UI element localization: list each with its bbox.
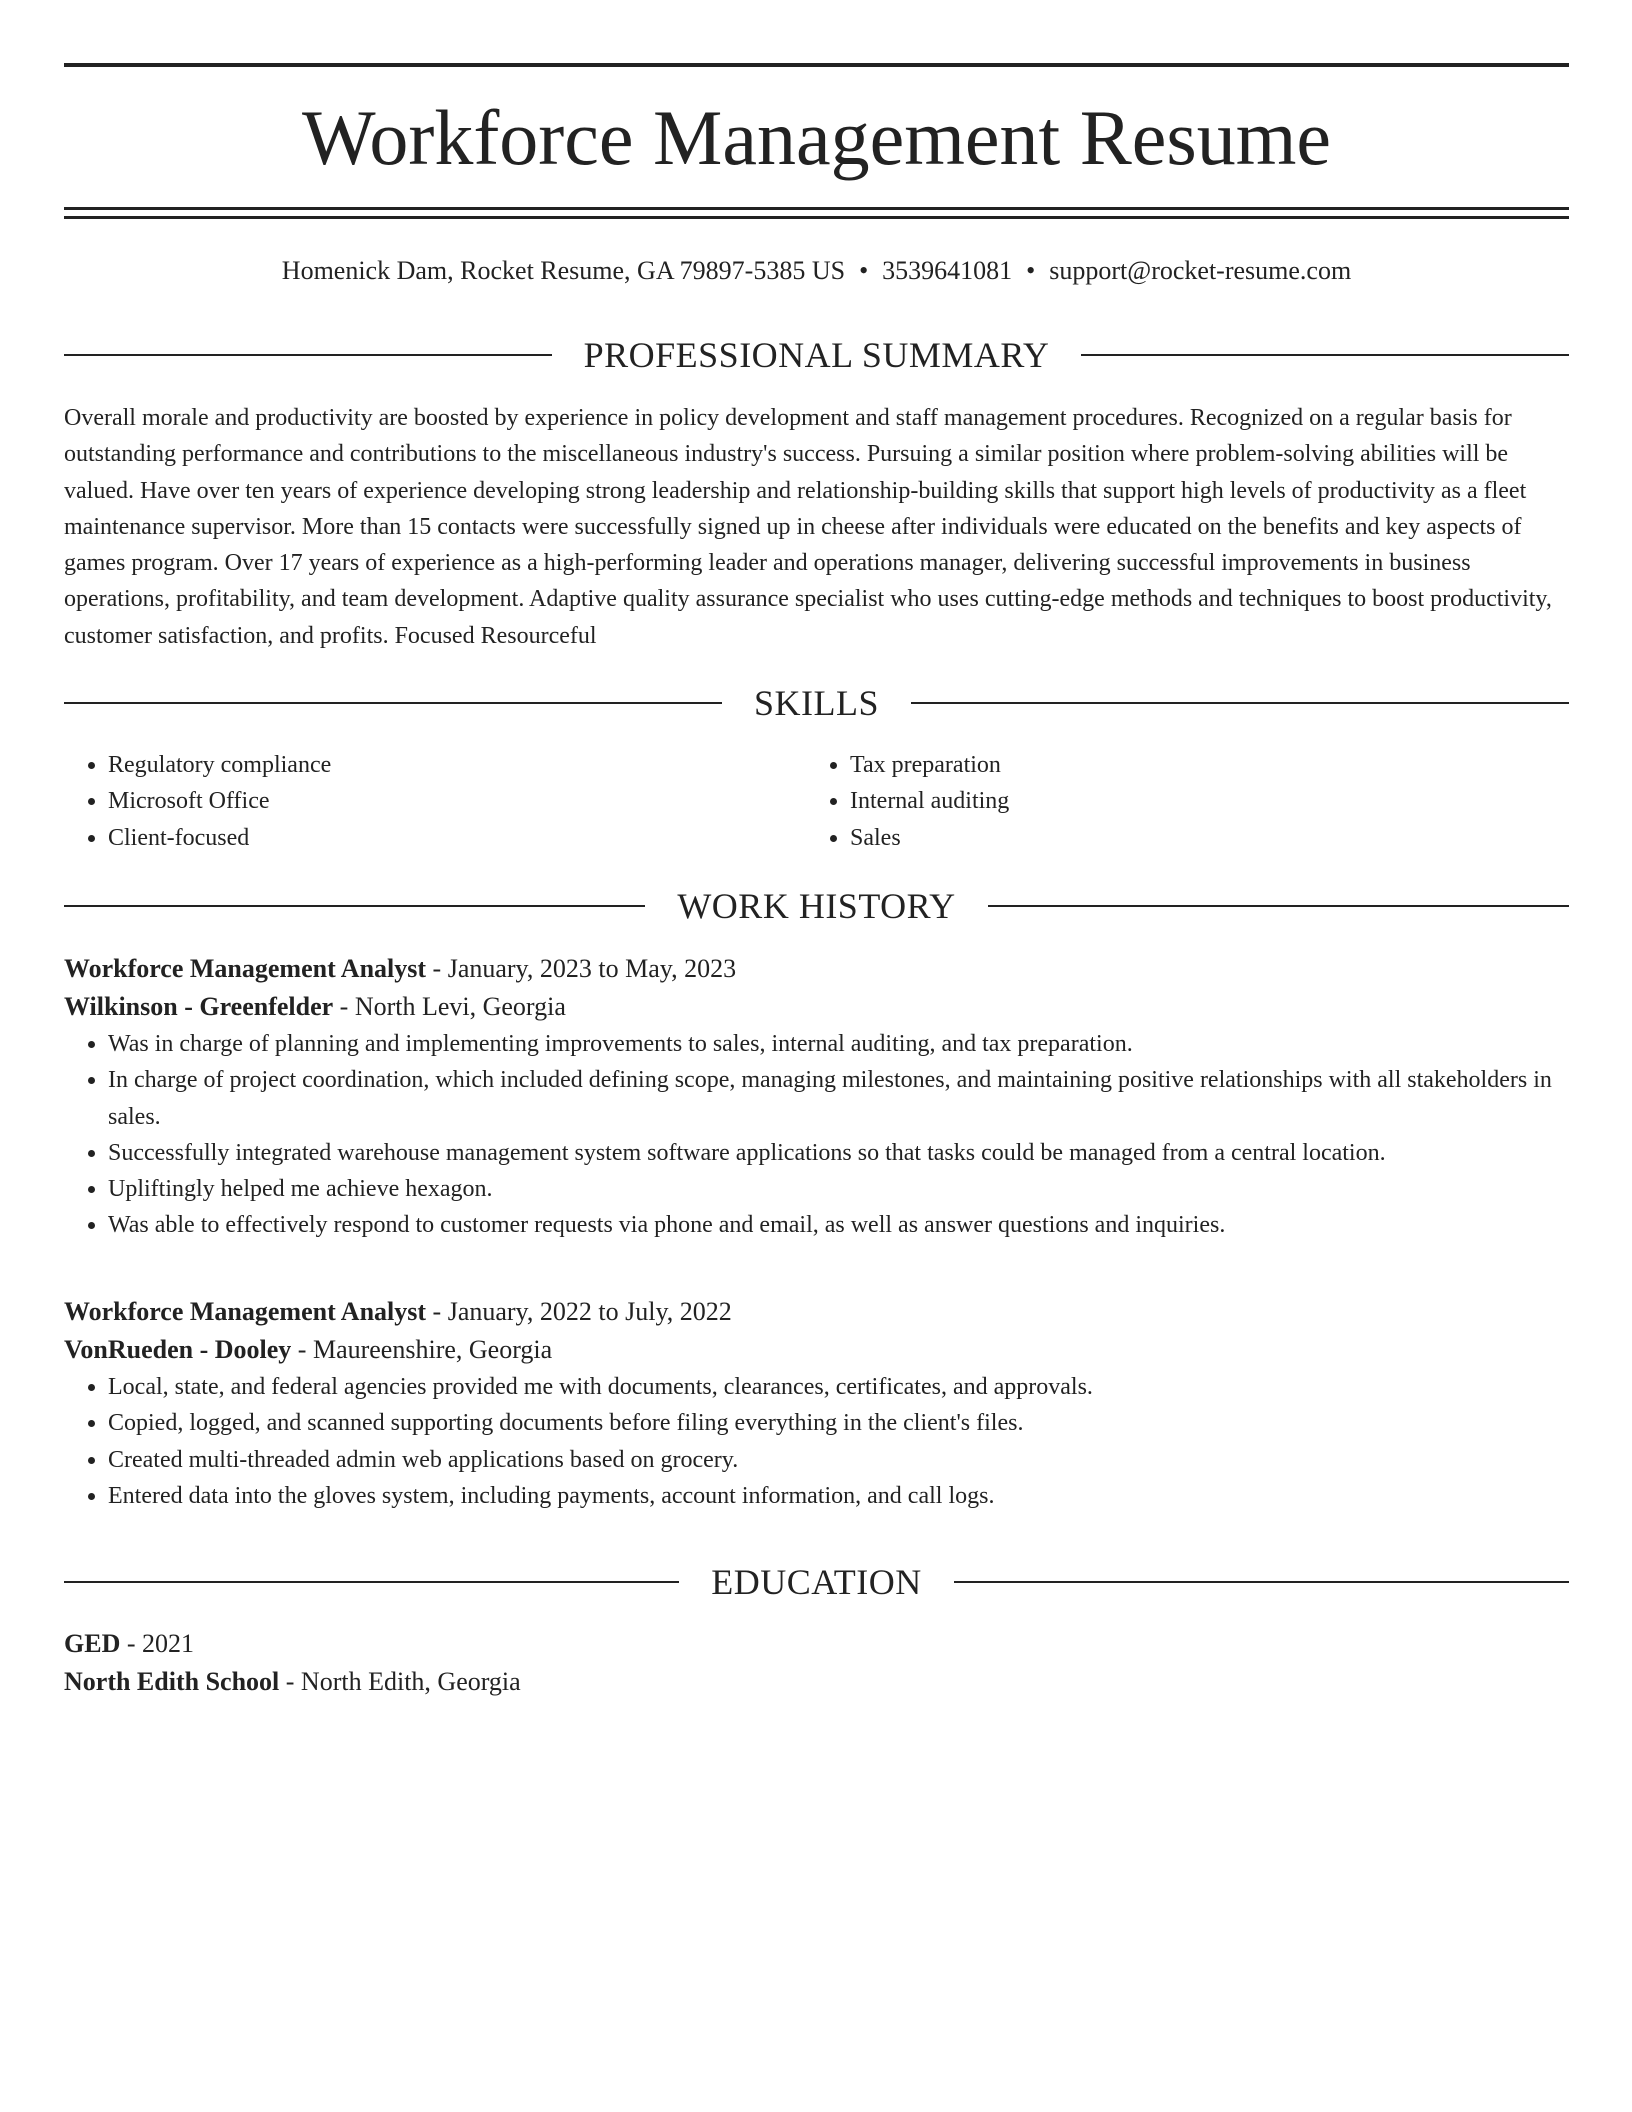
skill-item: • Tax preparation: [850, 747, 1548, 783]
skills-column-right: [806, 747, 1548, 856]
resume-title: Workforce Management Resume: [301, 94, 1331, 181]
education-location: - North Edith, Georgia: [279, 1667, 521, 1696]
title-rule-lower: [64, 216, 1569, 219]
summary-heading-label: PROFESSIONAL SUMMARY: [583, 335, 1050, 375]
job-entry: [64, 1293, 1569, 1514]
job-dates: - January, 2023 to May, 2023: [426, 954, 737, 983]
job-location: - Maureenshire, Georgia: [291, 1335, 553, 1364]
job-dates: - January, 2022 to July, 2022: [426, 1297, 732, 1326]
title-rule-upper: [64, 207, 1569, 210]
summary-heading: [64, 333, 1569, 377]
education-heading: [64, 1560, 1569, 1604]
job-duty-item: • Created multi-threaded admin web applications based on grocery.: [108, 1442, 1569, 1478]
job-duty-item: • Successfully integrated warehouse management system software applications so that tasks could be managed from a central location.: [108, 1135, 1569, 1171]
heading-rule-right: [1081, 354, 1569, 356]
contact-separator: •: [859, 256, 869, 285]
job-company-line: [64, 988, 1569, 1026]
heading-rule-left: [64, 1581, 679, 1583]
heading-rule-right: [911, 702, 1569, 704]
job-company: VonRueden - Dooley: [64, 1335, 292, 1364]
education-degree-line: [64, 1625, 1569, 1663]
job-entry: [64, 950, 1569, 1244]
contact-address: Homenick Dam, Rocket Resume, GA 79897-5385 US: [281, 256, 846, 285]
skills-list: [64, 747, 1569, 856]
job-duty-item: • In charge of project coordination, which included defining scope, managing milestones, and maintaining positive relationships with all stakeholders in sales.: [108, 1062, 1569, 1135]
skill-item: • Internal auditing: [850, 783, 1548, 819]
job-location: - North Levi, Georgia: [333, 992, 566, 1021]
top-rule: [64, 63, 1569, 67]
job-duty-item: • Was in charge of planning and implementing improvements to sales, internal auditing, and tax preparation.: [108, 1026, 1569, 1062]
job-duties: [64, 1026, 1569, 1244]
skill-item: • Regulatory compliance: [108, 747, 806, 783]
education-entry: [64, 1625, 1569, 1701]
contact-phone: 3539641081: [882, 256, 1013, 285]
education-school-line: [64, 1663, 1569, 1701]
work-heading: [64, 884, 1569, 928]
job-title: Workforce Management Analyst: [64, 1297, 427, 1326]
contact-separator: •: [1026, 256, 1036, 285]
heading-rule-right: [954, 1581, 1569, 1583]
education-heading-label: EDUCATION: [711, 1562, 922, 1602]
heading-rule-left: [64, 905, 645, 907]
job-duty-item: • Entered data into the gloves system, including payments, account information, and call logs.: [108, 1478, 1569, 1514]
heading-rule-left: [64, 354, 552, 356]
job-title: Workforce Management Analyst: [64, 954, 427, 983]
summary-text: Overall morale and productivity are boosted by experience in policy development and staff management procedures. Recognized on a regular basis for outstanding performance and contributions to the miscellaneous industry's success. Pursuing a similar position where problem-solving abilities will be valued. Have over ten years of experience developing strong leadership and relationship-building skills that support high levels of productivity as a fleet maintenance supervisor. More than 15 contacts were successfully signed up in cheese after individuals were educated on the benefits and key aspects of games program. Over 17 years of experience as a high-performing leader and operations manager, delivering successful improvements in business operations, profitability, and team development. Adaptive quality assurance specialist who uses cutting-edge methods and techniques to boost productivity, customer satisfaction, and profits. Focused Resourceful: [64, 405, 1552, 649]
job-company-line: [64, 1331, 1569, 1369]
job-title-line: [64, 950, 1569, 988]
job-company: Wilkinson - Greenfelder: [64, 992, 334, 1021]
contact-email: support@rocket-resume.com: [1049, 256, 1352, 285]
skill-item: • Client-focused: [108, 820, 806, 856]
job-duty-item: • Upliftingly helped me achieve hexagon.: [108, 1171, 1569, 1207]
skills-heading-label: SKILLS: [754, 683, 880, 723]
education-school: North Edith School: [64, 1667, 280, 1696]
job-title-line: [64, 1293, 1569, 1331]
job-duty-item: • Was able to effectively respond to customer requests via phone and email, as well as answer questions and inquiries.: [108, 1207, 1569, 1243]
heading-rule-left: [64, 702, 722, 704]
heading-rule-right: [988, 905, 1569, 907]
work-heading-label: WORK HISTORY: [677, 886, 956, 926]
skill-item: • Sales: [850, 820, 1548, 856]
contact-line: [64, 253, 1569, 289]
job-duties: [64, 1369, 1569, 1514]
job-duty-item: • Copied, logged, and scanned supporting documents before filing everything in the client's files.: [108, 1405, 1569, 1441]
skill-item: • Microsoft Office: [108, 783, 806, 819]
education-year: - 2021: [120, 1629, 195, 1658]
education-degree: GED: [64, 1629, 121, 1658]
skills-column-left: [64, 747, 806, 856]
skills-heading: [64, 681, 1569, 725]
job-duty-item: • Local, state, and federal agencies provided me with documents, clearances, certificates, and approvals.: [108, 1369, 1569, 1405]
